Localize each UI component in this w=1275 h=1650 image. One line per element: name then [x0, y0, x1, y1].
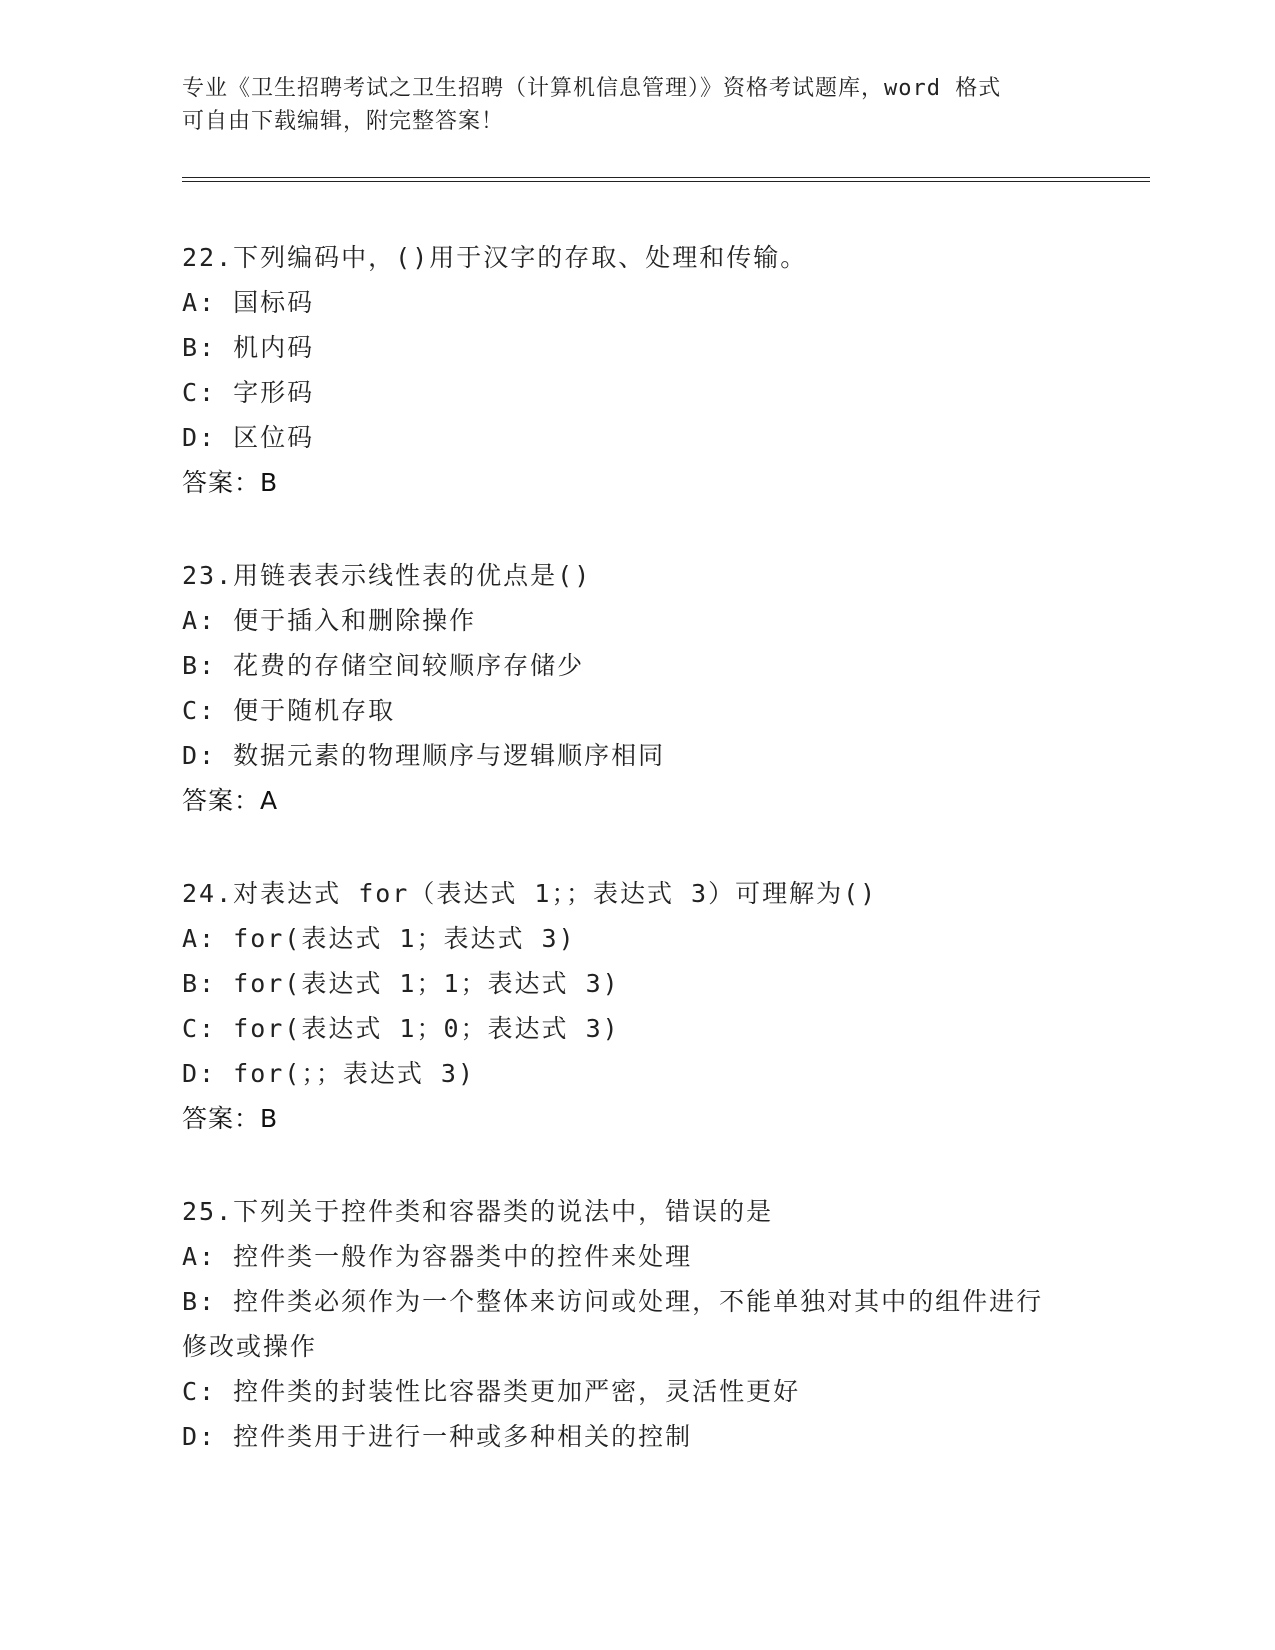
header-line-2: 可自由下载编辑，附完整答案！ — [182, 109, 505, 134]
option-d: D: 区位码 — [182, 423, 315, 452]
option-d: D: for(；；表达式 3) — [182, 1059, 476, 1088]
header-divider — [182, 177, 1150, 182]
question-stem: 23.用链表表示线性表的优点是() — [182, 561, 592, 590]
option-a: A: 便于插入和删除操作 — [182, 606, 477, 635]
option-a: A: 控件类一般作为容器类中的控件来处理 — [182, 1242, 693, 1271]
option-a: A: for(表达式 1；表达式 3) — [182, 924, 576, 953]
option-d: D: 控件类用于进行一种或多种相关的控制 — [182, 1422, 693, 1451]
header-line-1: 专业《卫生招聘考试之卫生招聘（计算机信息管理）》资格考试题库，word 格式 — [182, 76, 1002, 101]
question-list — [182, 235, 1082, 1507]
option-b: B: 机内码 — [182, 333, 315, 362]
document-header — [182, 72, 1082, 138]
option-c: C: 便于随机存取 — [182, 696, 396, 725]
option-c: C: 字形码 — [182, 378, 315, 407]
option-b: B: 控件类必须作为一个整体来访问或处理，不能单独对其中的组件进行修改或操作 — [182, 1287, 1044, 1361]
question-stem: 22.下列编码中，()用于汉字的存取、处理和传输。 — [182, 243, 808, 272]
question-23 — [182, 553, 1082, 823]
question-25 — [182, 1189, 1082, 1459]
question-24 — [182, 871, 1082, 1141]
option-c: C: 控件类的封装性比容器类更加严密，灵活性更好 — [182, 1377, 801, 1406]
option-a: A: 国标码 — [182, 288, 315, 317]
option-d: D: 数据元素的物理顺序与逻辑顺序相同 — [182, 741, 666, 770]
option-c: C: for(表达式 1；0；表达式 3) — [182, 1014, 620, 1043]
question-22 — [182, 235, 1082, 505]
option-b: B: for(表达式 1；1；表达式 3) — [182, 969, 620, 998]
answer-text: 答案：A — [182, 786, 279, 815]
question-stem: 24.对表达式 for（表达式 1；；表达式 3）可理解为() — [182, 879, 878, 908]
option-b: B: 花费的存储空间较顺序存储少 — [182, 651, 585, 680]
question-stem: 25.下列关于控件类和容器类的说法中，错误的是 — [182, 1197, 774, 1226]
answer-text: 答案：B — [182, 468, 279, 497]
answer-text: 答案：B — [182, 1104, 279, 1133]
